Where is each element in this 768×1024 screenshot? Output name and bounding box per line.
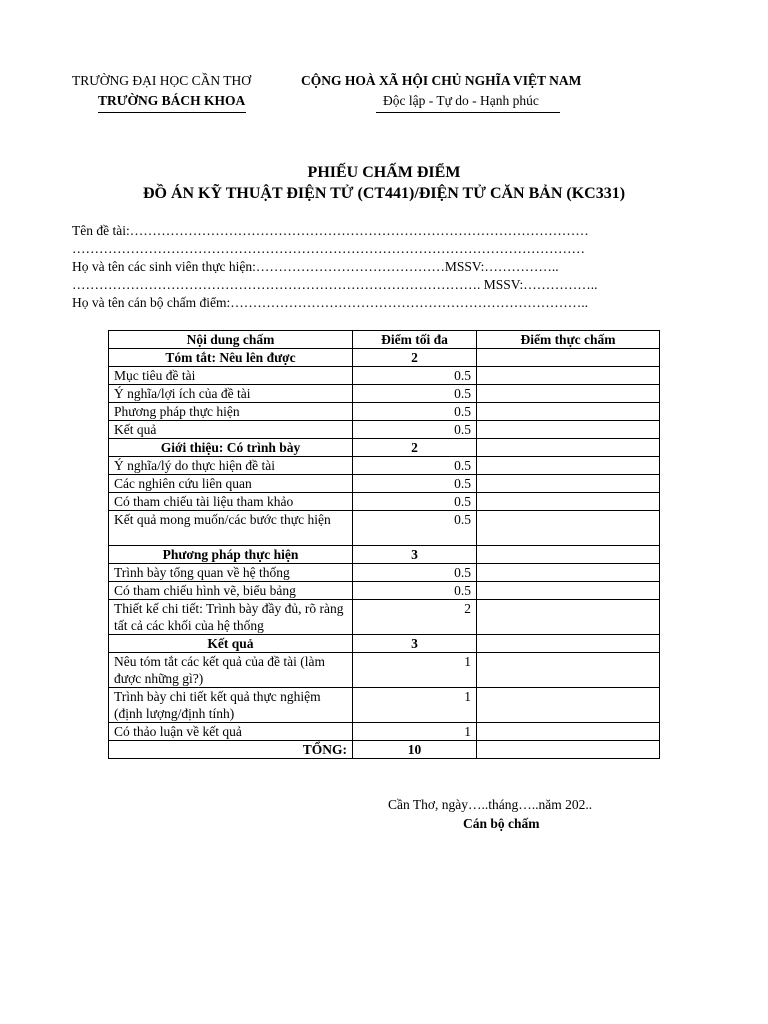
criterion: Thiết kế chi tiết: Trình bày đầy đủ, rõ ràng tất cả các khối của hệ thống <box>109 600 353 635</box>
criterion-max: 0.5 <box>353 511 477 546</box>
score-cell[interactable] <box>477 457 660 475</box>
table-row <box>109 475 660 493</box>
criterion-max: 1 <box>353 723 477 741</box>
criterion: Mục tiêu đề tài <box>109 367 353 385</box>
table-header-row <box>109 331 660 349</box>
score-cell[interactable] <box>477 493 660 511</box>
criterion: Kết quả <box>109 421 353 439</box>
section-row <box>109 546 660 564</box>
school-underline <box>98 112 246 113</box>
criterion-max: 0.5 <box>353 403 477 421</box>
criterion-max: 0.5 <box>353 367 477 385</box>
section-max: 3 <box>353 546 477 564</box>
criterion-max: 0.5 <box>353 475 477 493</box>
criterion: Có thảo luận về kết quả <box>109 723 353 741</box>
criterion-max: 1 <box>353 688 477 723</box>
section-title: Kết quả <box>109 635 353 653</box>
score-cell[interactable] <box>477 723 660 741</box>
score-cell[interactable] <box>477 385 660 403</box>
score-cell[interactable] <box>477 546 660 564</box>
section-row <box>109 439 660 457</box>
place-date: Cần Thơ, ngày…..tháng…..năm 202.. <box>388 797 593 812</box>
section-max: 2 <box>353 349 477 367</box>
page-title: PHIẾU CHẤM ĐIỂM <box>307 164 461 181</box>
score-cell[interactable] <box>477 582 660 600</box>
motto: Độc lập - Tự do - Hạnh phúc <box>383 93 539 108</box>
criterion: Trình bày tổng quan về hệ thống <box>109 564 353 582</box>
score-cell[interactable] <box>477 475 660 493</box>
table-row <box>109 385 660 403</box>
score-cell[interactable] <box>477 403 660 421</box>
table-row <box>109 600 660 635</box>
section-max: 2 <box>353 439 477 457</box>
score-cell[interactable] <box>477 564 660 582</box>
section-row <box>109 349 660 367</box>
motto-underline <box>376 112 560 113</box>
table-row <box>109 688 660 723</box>
total-row <box>109 741 660 759</box>
criterion: Các nghiên cứu liên quan <box>109 475 353 493</box>
header-content: Nội dung chấm <box>109 331 353 349</box>
table-row <box>109 367 660 385</box>
score-cell[interactable] <box>477 653 660 688</box>
total-label: TỔNG: <box>109 741 353 759</box>
score-cell[interactable] <box>477 439 660 457</box>
score-cell[interactable] <box>477 367 660 385</box>
signer-title: Cán bộ chấm <box>463 816 540 831</box>
table-row <box>109 582 660 600</box>
total-value: 10 <box>353 741 477 759</box>
topic-field-continued: …………………………………………………………………………………………………… <box>72 241 585 256</box>
header-actual-score: Điểm thực chấm <box>477 331 660 349</box>
header-max-score: Điểm tối đa <box>353 331 477 349</box>
criterion: Ý nghĩa/lợi ích của đề tài <box>109 385 353 403</box>
criterion-max: 0.5 <box>353 564 477 582</box>
criterion: Phương pháp thực hiện <box>109 403 353 421</box>
students-field: Họ và tên các sinh viên thực hiện:……………………………………MSSV:…………….. <box>72 259 559 274</box>
criterion: Kết quả mong muốn/các bước thực hiện <box>109 511 353 546</box>
school-name: TRƯỜNG BÁCH KHOA <box>98 93 246 108</box>
criterion: Trình bày chi tiết kết quả thực nghiệm (định lượng/định tính) <box>109 688 353 723</box>
table-row <box>109 457 660 475</box>
criterion-max: 2 <box>353 600 477 635</box>
criterion: Ý nghĩa/lý do thực hiện đề tài <box>109 457 353 475</box>
table-row <box>109 421 660 439</box>
score-cell[interactable] <box>477 349 660 367</box>
criterion: Có tham chiếu hình vẽ, biểu bảng <box>109 582 353 600</box>
score-table <box>108 330 660 759</box>
score-cell[interactable] <box>477 511 660 546</box>
table-row <box>109 493 660 511</box>
criterion-max: 0.5 <box>353 421 477 439</box>
criterion-max: 1 <box>353 653 477 688</box>
university-name: TRƯỜNG ĐẠI HỌC CẦN THƠ <box>72 73 251 88</box>
republic-title: CỘNG HOÀ XÃ HỘI CHỦ NGHĨA VIỆT NAM <box>301 73 582 88</box>
section-row <box>109 635 660 653</box>
total-score-cell[interactable] <box>477 741 660 759</box>
table-row <box>109 723 660 741</box>
criterion: Có tham chiếu tài liệu tham khảo <box>109 493 353 511</box>
grader-field: Họ và tên cán bộ chấm điểm:…………………………………………………………………….. <box>72 295 588 310</box>
section-title: Phương pháp thực hiện <box>109 546 353 564</box>
score-cell[interactable] <box>477 635 660 653</box>
section-title: Giới thiệu: Có trình bày <box>109 439 353 457</box>
section-title: Tóm tắt: Nêu lên được <box>109 349 353 367</box>
table-row <box>109 564 660 582</box>
criterion-max: 0.5 <box>353 582 477 600</box>
criterion: Nêu tóm tắt các kết quả của đề tài (làm được những gì?) <box>109 653 353 688</box>
topic-field: Tên đề tài:………………………………………………………………………………………… <box>72 223 589 238</box>
score-cell[interactable] <box>477 421 660 439</box>
score-cell[interactable] <box>477 688 660 723</box>
section-max: 3 <box>353 635 477 653</box>
table-row <box>109 403 660 421</box>
page-subtitle: ĐỒ ÁN KỸ THUẬT ĐIỆN TỬ (CT441)/ĐIỆN TỬ CĂN BẢN (KC331) <box>142 185 626 202</box>
students-field-continued: ………………………………………………………………………………. MSSV:…………….. <box>72 277 598 292</box>
table-row <box>109 511 660 546</box>
criterion-max: 0.5 <box>353 493 477 511</box>
criterion-max: 0.5 <box>353 385 477 403</box>
table-row <box>109 653 660 688</box>
score-cell[interactable] <box>477 600 660 635</box>
criterion-max: 0.5 <box>353 457 477 475</box>
